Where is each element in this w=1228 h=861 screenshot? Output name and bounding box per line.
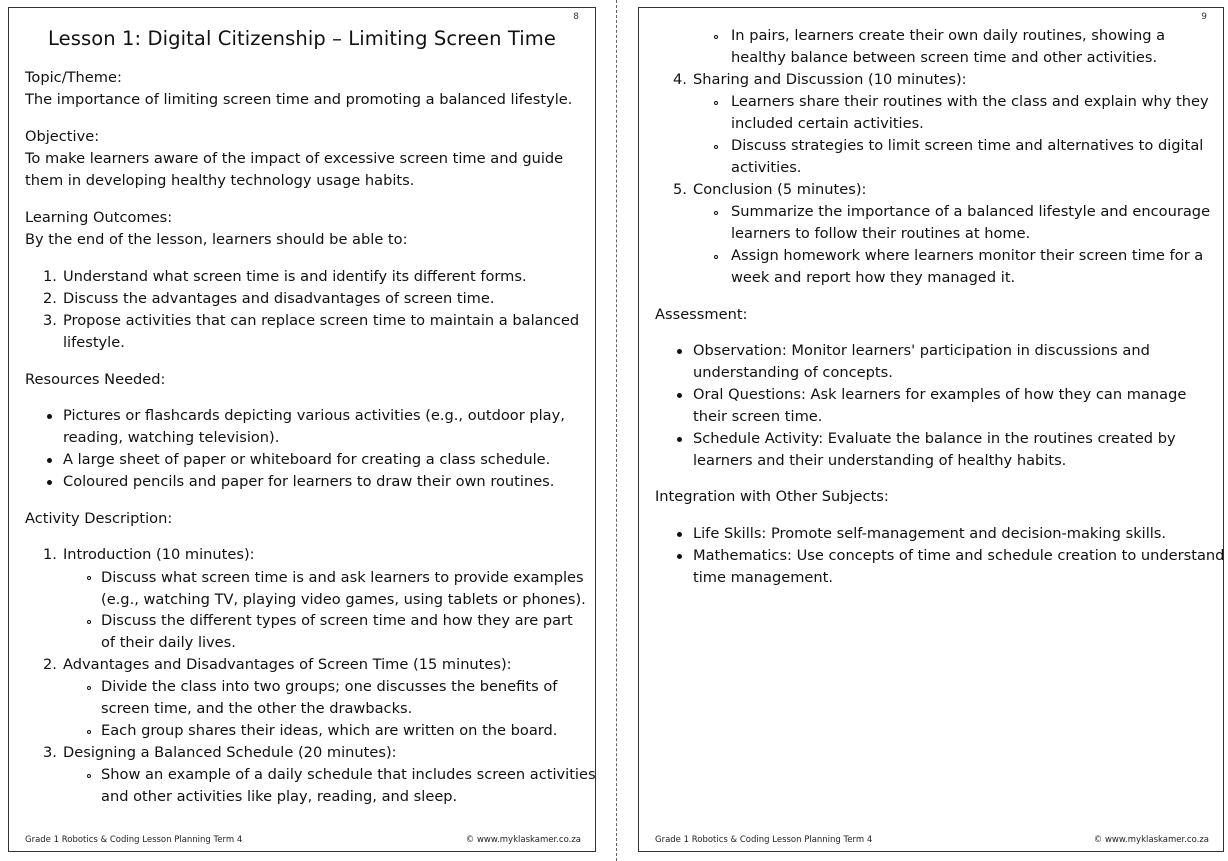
step-number: 1. [43, 546, 57, 563]
footer-course: Grade 1 Robotics & Coding Lesson Planning Term 4 [25, 835, 243, 845]
sub-item-cont: learners to follow their routines at home. [731, 225, 1031, 242]
assessment-heading: Assessment: [655, 306, 748, 323]
bullet-dot [677, 393, 682, 398]
sub-item-cont: (e.g., watching TV, playing video games, using tablets or phones). [101, 591, 586, 608]
outcome-number: 3. [43, 312, 57, 329]
page-number: 9 [1201, 12, 1207, 22]
outcome-number: 2. [43, 290, 57, 307]
footer-website: © www.myklaskamer.co.za [465, 835, 581, 845]
page-number: 8 [573, 12, 579, 22]
outcome-item: Understand what screen time is and identify its different forms. [63, 268, 527, 285]
step-number: 5. [673, 181, 687, 198]
sub-bullet-circle [87, 774, 91, 778]
step-label: Sharing and Discussion (10 minutes): [693, 71, 967, 88]
outcome-item: Discuss the advantages and disadvantages of screen time. [63, 290, 495, 307]
sub-bullet-circle [714, 101, 718, 105]
step-label: Advantages and Disadvantages of Screen Time (15 minutes): [63, 656, 512, 673]
integration-item: Mathematics: Use concepts of time and schedule creation to understand [693, 547, 1225, 564]
sub-item-cont: screen time, and the other the drawbacks. [101, 700, 413, 717]
resource-item: A large sheet of paper or whiteboard for creating a class schedule. [63, 451, 551, 468]
footer-website: © www.myklaskamer.co.za [1093, 835, 1209, 845]
sub-item-cont: healthy balance between screen time and other activities. [731, 49, 1158, 66]
sub-item-cont: and other activities like play, reading, and sleep. [101, 788, 458, 805]
footer-course: Grade 1 Robotics & Coding Lesson Planning Term 4 [655, 835, 873, 845]
integration-heading: Integration with Other Subjects: [655, 488, 889, 505]
sub-bullet-circle [714, 35, 718, 39]
resource-item: Coloured pencils and paper for learners to draw their own routines. [63, 473, 555, 490]
lesson-title: Lesson 1: Digital Citizenship – Limiting Screen Time [48, 27, 556, 50]
sub-item: Summarize the importance of a balanced lifestyle and encourage [731, 203, 1211, 220]
objective-heading: Objective: [25, 128, 100, 145]
sub-item: Assign homework where learners monitor their screen time for a [731, 247, 1204, 264]
bullet-dot [47, 414, 52, 419]
topic-text: The importance of limiting screen time and promoting a balanced lifestyle. [25, 91, 573, 108]
sub-item: Show an example of a daily schedule that includes screen activities [101, 766, 596, 783]
sub-item: Divide the class into two groups; one discusses the benefits of [101, 678, 558, 695]
integration-item-cont: time management. [693, 569, 834, 586]
sub-item: In pairs, learners create their own daily routines, showing a [731, 27, 1166, 44]
objective-text-line1: To make learners aware of the impact of excessive screen time and guide [25, 150, 564, 167]
sub-item-cont: of their daily lives. [101, 634, 236, 651]
assessment-item-cont: learners and their understanding of healthy habits. [693, 452, 1067, 469]
bullet-dot [677, 437, 682, 442]
sub-bullet-circle [714, 211, 718, 215]
assessment-item: Observation: Monitor learners' participation in discussions and [693, 342, 1150, 359]
page-8 [8, 7, 596, 852]
step-number: 3. [43, 744, 57, 761]
topic-heading: Topic/Theme: [25, 69, 122, 86]
resource-item-cont: reading, watching television). [63, 429, 280, 446]
step-number: 4. [673, 71, 687, 88]
step-label: Conclusion (5 minutes): [693, 181, 867, 198]
page-divider [616, 0, 617, 861]
sub-bullet-circle [87, 576, 91, 580]
step-label: Introduction (10 minutes): [63, 546, 255, 563]
sub-item: Each group shares their ideas, which are written on the board. [101, 722, 558, 739]
sub-item: Learners share their routines with the class and explain why they [731, 93, 1209, 110]
outcome-item: Propose activities that can replace screen time to maintain a balanced [63, 312, 580, 329]
bullet-dot [47, 458, 52, 463]
integration-item: Life Skills: Promote self-management and decision-making skills. [693, 525, 1167, 542]
bullet-dot [677, 532, 682, 537]
outcome-number: 1. [43, 268, 57, 285]
resource-item: Pictures or flashcards depicting various activities (e.g., outdoor play, [63, 407, 565, 424]
sub-item-cont: week and report how they managed it. [731, 269, 1016, 286]
sub-bullet-circle [87, 620, 91, 624]
assessment-item-cont: understanding of concepts. [693, 364, 893, 381]
assessment-item: Schedule Activity: Evaluate the balance in the routines created by [693, 430, 1176, 447]
assessment-item: Oral Questions: Ask learners for examples of how they can manage [693, 386, 1187, 403]
sub-bullet-circle [87, 730, 91, 734]
sub-bullet-circle [87, 686, 91, 690]
outcome-item-cont: lifestyle. [63, 334, 125, 351]
step-number: 2. [43, 656, 57, 673]
bullet-dot [677, 349, 682, 354]
sub-bullet-circle [714, 145, 718, 149]
sub-bullet-circle [714, 255, 718, 259]
activity-heading: Activity Description: [25, 510, 173, 527]
step-label: Designing a Balanced Schedule (20 minutes): [63, 744, 397, 761]
sub-item: Discuss strategies to limit screen time and alternatives to digital [731, 137, 1204, 154]
sub-item: Discuss what screen time is and ask learners to provide examples [101, 569, 584, 586]
sub-item-cont: activities. [731, 159, 802, 176]
page-9 [638, 7, 1224, 852]
sub-item: Discuss the different types of screen time and how they are part [101, 612, 573, 629]
outcomes-intro: By the end of the lesson, learners should be able to: [25, 231, 408, 248]
bullet-dot [47, 480, 52, 485]
outcomes-heading: Learning Outcomes: [25, 209, 173, 226]
assessment-item-cont: their screen time. [693, 408, 823, 425]
resources-heading: Resources Needed: [25, 371, 166, 388]
bullet-dot [677, 554, 682, 559]
sub-item-cont: included certain activities. [731, 115, 924, 132]
objective-text-line2: them in developing healthy technology usage habits. [25, 172, 415, 189]
